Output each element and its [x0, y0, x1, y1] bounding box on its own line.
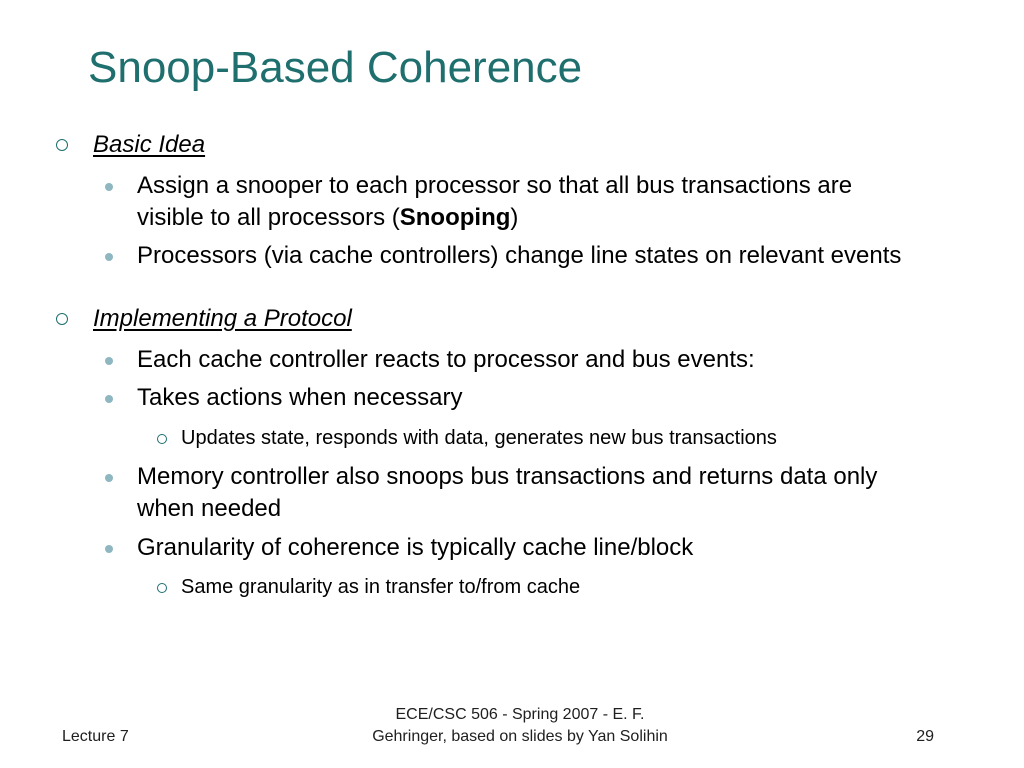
hollow-circle-bullet-icon	[157, 434, 167, 444]
list-item-text: Takes actions when necessary	[137, 384, 463, 411]
footer-center-line: ECE/CSC 506 - Spring 2007 - E. F.	[395, 706, 645, 723]
snooping-term: Snooping	[399, 204, 511, 231]
footer-center-line: Gehringer, based on slides by Yan Solihin	[372, 728, 668, 745]
list-item-line: visible to all processors (	[137, 204, 400, 231]
list-item-text: Granularity of coherence is typically cache line/block	[137, 534, 694, 561]
slide-title: Snoop-Based Coherence	[88, 43, 583, 92]
dot-bullet-icon	[105, 395, 113, 403]
list-item-line: when needed	[137, 495, 282, 522]
footer-course-credit	[300, 704, 740, 748]
list-item-line: Memory controller also snoops bus transactions and returns data only	[137, 463, 878, 490]
list-item-text	[137, 170, 852, 234]
list-item-text: Each cache controller reacts to processor and bus events:	[137, 346, 755, 373]
footer-lecture-label: Lecture 7	[62, 728, 129, 745]
list-item-line-end: )	[510, 204, 519, 231]
section-heading-text: Implementing a Protocol	[93, 305, 352, 332]
dot-bullet-icon	[105, 253, 113, 261]
sub-list-item-text: Same granularity as in transfer to/from cache	[181, 576, 581, 598]
dot-bullet-icon	[105, 357, 113, 365]
page-number: 29	[916, 728, 934, 745]
hollow-circle-bullet-icon	[56, 313, 68, 325]
section-heading-text: Basic Idea	[93, 131, 206, 158]
list-item-line: Assign a snooper to each processor so that all bus transactions are	[137, 172, 853, 199]
dot-bullet-icon	[105, 545, 113, 553]
hollow-circle-bullet-icon	[157, 583, 167, 593]
sub-list-item-text: Updates state, responds with data, generates new bus transactions	[181, 427, 777, 449]
hollow-circle-bullet-icon	[56, 139, 68, 151]
dot-bullet-icon	[105, 183, 113, 191]
list-item-text: Processors (via cache controllers) change line states on relevant events	[137, 242, 902, 269]
list-item-text	[137, 461, 877, 525]
dot-bullet-icon	[105, 474, 113, 482]
